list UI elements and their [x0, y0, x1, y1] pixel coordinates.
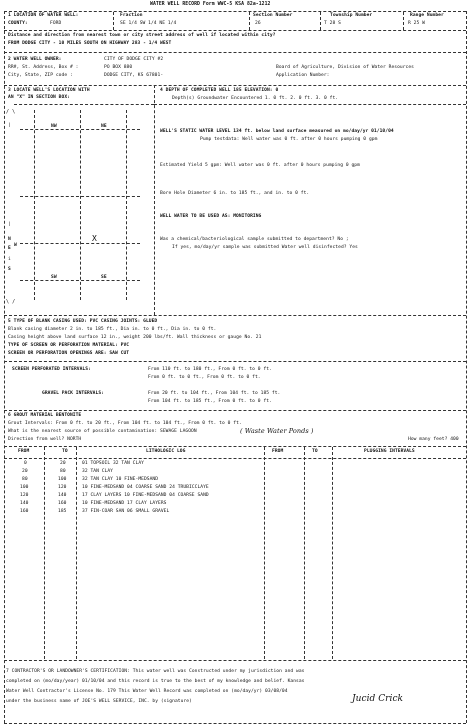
quarter-se: SE	[101, 275, 107, 280]
owner-name: CITY OF DODGE CITY #2	[104, 57, 164, 62]
casing-type-line: 5 TYPE OF BLANK CASING USED: PVC CASING JOINTS: GLUED	[8, 319, 158, 324]
divider	[4, 361, 466, 362]
compass-w: W	[14, 243, 17, 248]
board-text: Board of Agriculture, Division of Water Resources	[276, 65, 414, 70]
range-label: Range Number	[410, 13, 444, 18]
casing-height-line: Casing height above land surface 12 in., weight 200 lbs/ft. Wall thickness or gauge No. 21	[8, 335, 262, 340]
quarter-ne: NE	[101, 124, 107, 129]
distance-answer: FROM DODGE CITY - 10 MILES SOUTH ON HIGHWAY 283 - 1/4 WEST	[8, 41, 172, 46]
divider	[154, 85, 155, 315]
section-label: Section Number	[253, 13, 293, 18]
township-value: T 28 S	[324, 21, 341, 26]
chem-line2: If yes, mo/day/yr sample was submitted Water well disinfected? Yes	[172, 245, 358, 250]
divider	[4, 446, 466, 447]
section-value: 26	[255, 21, 261, 26]
county-label: COUNTY:	[8, 21, 28, 26]
divider	[154, 104, 466, 105]
application-label: Application Number:	[276, 73, 330, 78]
well-location-x: X	[92, 234, 97, 243]
log-row-desc: 01 TOPSOIL 32 TAN CLAY	[82, 461, 144, 466]
signature: Jucid Crick	[352, 694, 404, 704]
frame-top	[4, 11, 466, 12]
log-row-to: 80	[60, 469, 66, 474]
perforated-row1: From 110 ft. to 180 ft., From 0 ft. to 0 ft.	[148, 367, 272, 372]
gravel-label: GRAVEL PACK INTERVALS:	[42, 391, 104, 396]
divider	[20, 243, 140, 244]
log-header-lithologic: LITHOLOGIC LOG	[146, 449, 186, 454]
gravel-row1: From 20 ft. to 104 ft., From 104 ft. to 185 ft.	[148, 391, 281, 396]
divider	[14, 104, 154, 105]
depth-line: 4 DEPTH OF COMPLETED WELL 185 ELEVATION: 0	[160, 88, 279, 93]
locate-line2: AN "X" IN SECTION BOX:	[8, 95, 70, 100]
compass-e: E	[8, 246, 11, 251]
divider	[264, 447, 265, 659]
city-label: City, State, ZIP code :	[8, 73, 73, 78]
owner-label: 2 WATER WELL OWNER:	[8, 57, 62, 62]
frame-right	[466, 11, 467, 723]
log-row-to: 160	[58, 501, 67, 506]
county-value: FORD	[50, 21, 62, 26]
log-row-to: 120	[58, 485, 67, 490]
locate-line1: 3 LOCATE WELL'S LOCATION WITH	[8, 88, 90, 93]
distance-question: Distance and direction from nearest town or city street address of well if located within city?	[8, 33, 276, 38]
divider	[4, 52, 466, 53]
direction-line: Direction from well? NORTH	[8, 437, 82, 442]
log-header-from: FROM	[18, 449, 30, 454]
divider	[4, 85, 466, 86]
divider	[249, 12, 250, 30]
fraction-value: SE 1/4 SW 1/4 NE 1/4	[120, 21, 177, 26]
log-row-to: 185	[58, 509, 67, 514]
screen-type-line: TYPE OF SCREEN OR PERFORATION MATERIAL: PVC	[8, 343, 130, 348]
corner-bl: \ /	[6, 299, 16, 305]
log-row-desc: 10 FINE-MEDSAND 04 COARSE SAND 24 TRUBICCLAYE	[82, 485, 209, 490]
tick-2: |	[8, 222, 11, 227]
log-row-from: 100	[20, 485, 29, 490]
fraction-label: Fraction	[120, 13, 143, 18]
log-header-to2: TO	[312, 449, 318, 454]
divider	[4, 410, 466, 411]
compass-n: N	[8, 237, 11, 242]
location-label: 1 LOCATION OF WATER WELL:	[8, 13, 79, 18]
log-row-from: 0	[24, 461, 27, 466]
cert-line2: completed on (mo/day/year) 01/10/04 and this record is true to the best of my knowledge and belief. Kansas	[6, 679, 305, 684]
divider	[80, 110, 81, 300]
divider	[4, 660, 466, 661]
divider	[20, 129, 140, 130]
divider	[113, 12, 114, 30]
cert-line3: Water Well Contractor's License No. 179 This Water Well Record was completed on (mo/day/yr) 03/08/04	[6, 689, 288, 694]
log-row-desc: 10 FINE-MEDSAND 17 CLAY LAYERS	[82, 501, 167, 506]
log-row-to: 20	[60, 461, 66, 466]
divider	[304, 447, 305, 659]
contamination-handwritten: ( Waste Water Ponds )	[240, 427, 314, 435]
divider	[20, 280, 140, 281]
screen-openings-line: SCREEN OR PERFORATION OPENINGS ARE: SAW CUT	[8, 351, 130, 356]
divider	[34, 110, 35, 300]
bore-line: Bore Hole Diameter 6 in. to 185 ft., and in. to 0 ft.	[160, 191, 310, 196]
divider	[76, 447, 77, 659]
divider	[4, 30, 466, 31]
divider	[403, 12, 404, 30]
how-many-feet-line: How many feet? 400	[408, 437, 459, 442]
log-row-from: 20	[22, 469, 28, 474]
use-line: WELL WATER TO BE USED AS: MONITORING	[160, 214, 262, 219]
frame-left	[4, 11, 5, 723]
range-value: R 25 W	[408, 21, 425, 26]
form-title: WATER WELL RECORD Form WWC-5 KSA 82a-1212	[150, 2, 271, 7]
log-header-to: TO	[62, 449, 68, 454]
grout-intervals-line: Grout Intervals: From 0 ft. to 20 ft., From 104 ft. to 104 ft., From 0 ft. to 0 ft.	[8, 421, 242, 426]
groundwater-line: Depth(s) Groundwater Encountered 1. 0 ft. 2. 0 ft. 3. 0 ft.	[172, 96, 339, 101]
cert-line1: 7 CONTRACTOR'S OR LANDOWNER'S CERTIFICATION: This water well was Constructed under my jurisdiction and was	[6, 669, 305, 674]
tick-3: i	[8, 257, 11, 262]
yield-line: Estimated Yield 5 gpm: Well water was 0 ft. after 0 hours pumping 0 gpm	[160, 163, 360, 168]
chem-line1: Was a chemical/bacteriological sample submitted to department? No ;	[160, 237, 349, 242]
grout-material-line: 6 GROUT MATERIAL BENTONITE	[8, 413, 82, 418]
log-row-desc: 37 FIN-COAR SAN 06 SMALL GRAVEL	[82, 509, 170, 514]
quarter-nw: NW	[51, 124, 57, 129]
log-row-from: 120	[20, 493, 29, 498]
divider	[4, 458, 466, 459]
township-label: Township Number	[330, 13, 373, 18]
divider	[20, 196, 140, 197]
pump-line: Pump testdata: Well water was 0 ft. after 0 hours pumping 0 gpm	[200, 137, 378, 142]
log-row-from: 160	[20, 509, 29, 514]
log-row-to: 100	[58, 477, 67, 482]
cert-line4: under the business name of JOE'S WELL SERVICE, INC. by (signature)	[6, 699, 192, 704]
compass-s: S	[8, 267, 11, 272]
tick-1: |	[8, 123, 11, 128]
address-value: PO BOX 880	[104, 65, 133, 70]
log-row-desc: 32 TAN CLAY 10 FINE-MEDSAND	[82, 477, 159, 482]
contamination-line: What is the nearest source of possible contamination: SEWAGE LAGOON	[8, 429, 197, 434]
divider	[332, 447, 333, 659]
log-row-to: 140	[58, 493, 67, 498]
divider	[126, 110, 127, 300]
corner-tl: / \	[6, 109, 16, 115]
casing-diameter-line: Blank casing diameter 2 in. to 185 ft., Dia in. to 0 ft., Dia in. to 0 ft.	[8, 327, 217, 332]
static-level-line: WELL'S STATIC WATER LEVEL 134 ft. below land surface measured on mo/day/yr 01/10/04	[160, 129, 394, 134]
log-row-from: 140	[20, 501, 29, 506]
city-value: DODGE CITY, KS 67801-	[104, 73, 164, 78]
frame-bottom	[4, 723, 466, 724]
gravel-row2: From 104 ft. to 185 ft., From 0 ft. to 0 ft.	[148, 399, 272, 404]
divider	[320, 12, 321, 30]
address-label: RR#, St. Address, Box # :	[8, 65, 79, 70]
quarter-sw: SW	[51, 275, 57, 280]
perforated-row2: From 0 ft. to 0 ft., From 0 ft. to 0 ft.	[148, 375, 261, 380]
log-row-desc: 17 CLAY LAYERS 10 FINE-MEDSAND 04 COARSE SAND	[82, 493, 209, 498]
log-header-from2: FROM	[272, 449, 284, 454]
divider	[4, 315, 466, 316]
perforated-label: SCREEN PERFORATED INTERVALS:	[12, 367, 91, 372]
divider	[44, 447, 45, 659]
log-row-from: 80	[22, 477, 28, 482]
log-row-desc: 32 TAN CLAY	[82, 469, 113, 474]
log-header-plugging: PLUGGING INTERVALS	[364, 449, 415, 454]
